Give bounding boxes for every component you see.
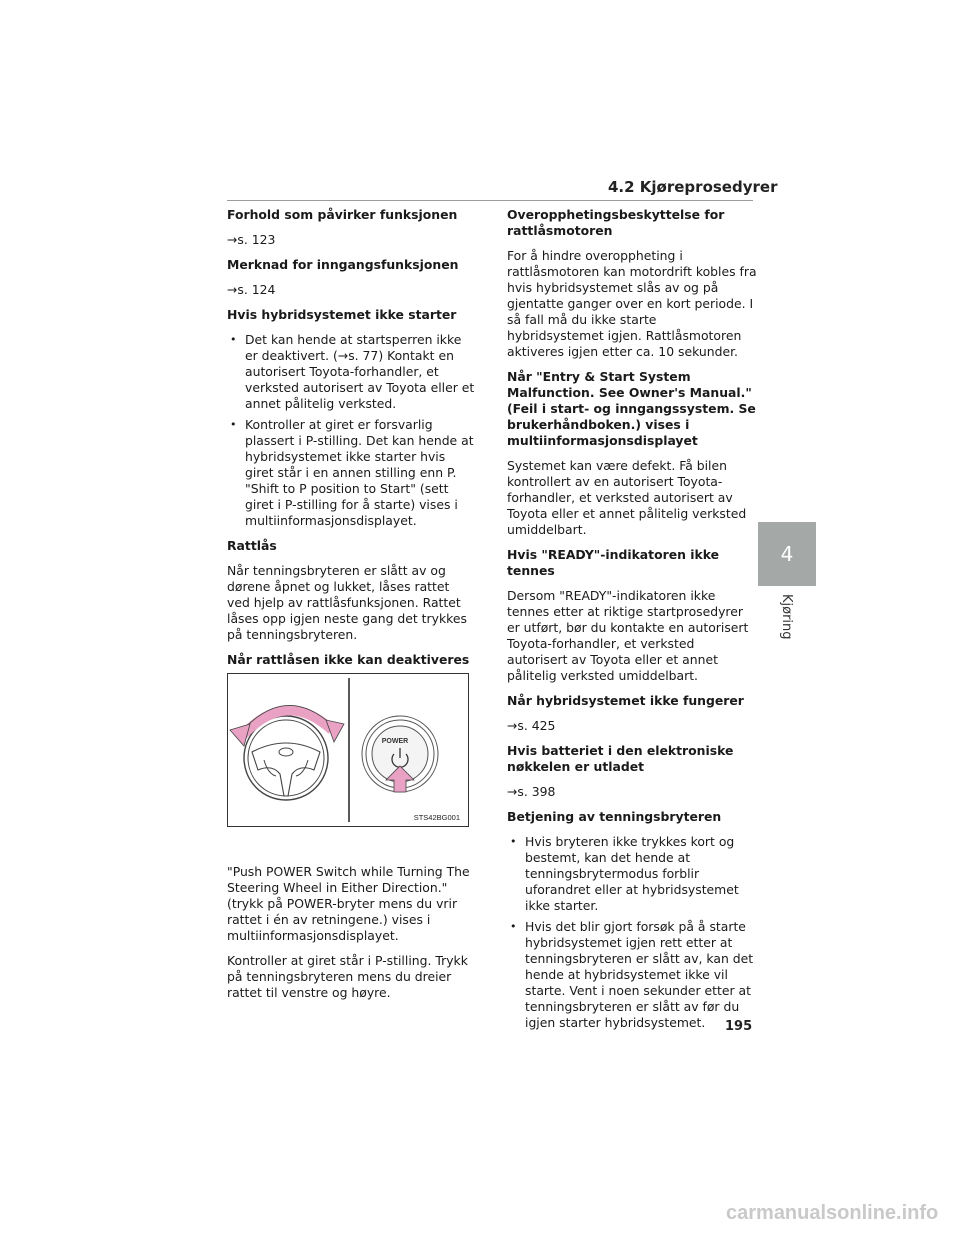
chapter-label: Kjøring [779,594,794,640]
rotation-arrow-icon [230,705,344,746]
chapter-label-container [768,594,808,654]
watermark: carmanualsonline.info [726,1202,939,1224]
power-label: POWER [381,738,409,745]
heading: Hvis hybridsystemet ikke starter [227,307,457,322]
heading: Merknad for inngangsfunksjonen [227,257,459,272]
paragraph: "Push POWER Switch while Turning The Steering Wheel in Either Direction." (trykk på POWER-bryter mens du vrir rattet i én av retningene.) vises i multiinformasjonsdisplayet. [227,864,470,943]
bullet-list [507,834,757,1031]
left-column [227,207,475,1010]
paragraph: For å hindre overoppheting i rattlåsmotoren kan motordrift kobles fra hvis hybridsystemet slås av og på gjentatte ganger over en kort periode. I så fall må du ikke starte hybridsystemet igjen. Rattlåsmotoren aktiveres igjen etter ca. 10 sekunder. [507,248,757,359]
section-title: 4.2 Kjøreprosedyrer [608,178,778,196]
list-item: • Hvis det blir gjort forsøk på å starte hybridsystemet igjen rett etter at tenningsbryteren er slått av, kan det hende at hybridsystemet ikke vil starte. Vent i noen sekunder etter at tenningsbryteren er slått av før du igjen starter hybridsystemet. [507,919,757,1031]
paragraph: Systemet kan være defekt. Få bilen kontrollert av en autorisert Toyota-forhandler, et verksted autorisert av Toyota eller et annet pålitelig verksted umiddelbart. [507,458,747,537]
heading: Forhold som påvirker funksjonen [227,207,458,222]
page-reference: →s. 124 [227,282,276,297]
list-item: • Kontroller at giret er forsvarlig plassert i P-stilling. Det kan hende at hybridsystemet ikke starter hvis giret står i en annen stilling enn P. "Shift to P position to Start" (sett giret i P-stilling for å starte) vises i multiinformasjonsdisplayet. [227,417,475,529]
figure-code: STS42BG001 [413,813,460,822]
illustration-steering-power [227,673,469,827]
heading: Når "Entry & Start System Malfunction. See Owner's Manual." (Feil i start- og inngangssystem. Se brukerhåndboken.) vises i multiinformasjonsdisplayet [507,369,756,448]
paragraph: Dersom "READY"-indikatoren ikke tennes etter at riktige startprosedyrer er utført, bør du kontakte en autorisert Toyota-forhandler, et verksted autorisert av Toyota eller et annet pålitelig verksted umiddelbart. [507,588,749,683]
chapter-number: 4 [780,542,794,566]
heading: Hvis batteriet i den elektroniske nøkkelen er utladet [507,743,734,774]
chapter-tab [758,522,816,586]
paragraph: Når tenningsbryteren er slått av og dørene åpnet og lukket, låses rattet ved hjelp av rattlåsfunksjonen. Rattet låses opp igjen neste gang det trykkes på tenningsbryteren. [227,563,467,642]
steering-wheel-illustration [228,674,468,826]
list-item: • Det kan hende at startsperren ikke er deaktivert. (→s. 77) Kontakt en autorisert Toyota-forhandler, et verksted autorisert av Toyota eller et annet pålitelig verksted. [227,332,475,412]
bullet-list [227,332,475,529]
heading: Når rattlåsen ikke kan deaktiveres [227,652,470,667]
page-reference: →s. 425 [507,718,556,733]
paragraph: Kontroller at giret står i P-stilling. Trykk på tenningsbryteren mens du dreier rattet til venstre og høyre. [227,953,468,1000]
page-reference: →s. 123 [227,232,276,247]
heading: Overopphetingsbeskyttelse for rattlåsmotoren [507,207,725,238]
header-divider [227,200,753,201]
right-column [507,207,757,1040]
heading: Hvis "READY"-indikatoren ikke tennes [507,547,720,578]
heading: Når hybridsystemet ikke fungerer [507,693,744,708]
heading: Betjening av tenningsbryteren [507,809,722,824]
page-reference: →s. 398 [507,784,556,799]
list-item: • Hvis bryteren ikke trykkes kort og bestemt, kan det hende at tenningsbrytermodus forblir uforandret eller at hybridsystemet ikke starter. [507,834,757,914]
page-number: 195 [725,1019,753,1034]
heading: Rattlås [227,538,277,553]
